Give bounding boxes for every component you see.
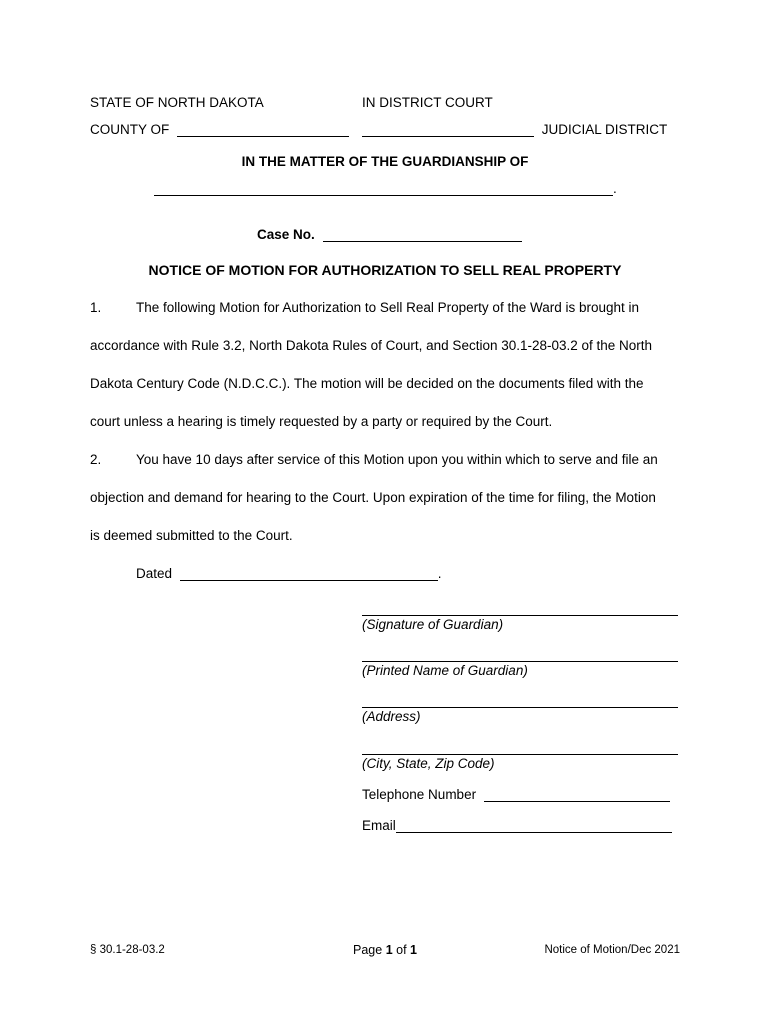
county-label: COUNTY OF <box>90 122 170 137</box>
printed-name-caption: (Printed Name of Guardian) <box>362 663 528 678</box>
county-row <box>90 122 349 137</box>
dated-field[interactable] <box>180 566 438 581</box>
address-line[interactable] <box>362 707 678 708</box>
district-field[interactable] <box>362 122 534 137</box>
paragraph-2-line: objection and demand for hearing to the Court. Upon expiration of the time for filing, the Motion <box>90 490 656 505</box>
state-label: STATE OF NORTH DAKOTA <box>90 95 264 110</box>
paragraph-1-line: The following Motion for Authorization to Sell Real Property of the Ward is brought in <box>136 300 640 315</box>
telephone-row <box>362 787 670 802</box>
footer-statute: § 30.1-28-03.2 <box>90 944 165 956</box>
footer-page-number <box>353 943 417 957</box>
district-row <box>362 122 667 137</box>
case-row <box>257 227 522 242</box>
paragraph-1-number: 1. <box>90 300 102 315</box>
city-state-zip-line[interactable] <box>362 754 678 755</box>
dated-label: Dated <box>136 566 173 581</box>
address-caption: (Address) <box>362 709 421 724</box>
city-state-zip-caption: (City, State, Zip Code) <box>362 756 495 771</box>
case-number-field[interactable] <box>323 227 522 242</box>
page-of: of <box>396 943 407 957</box>
paragraph-2-line: You have 10 days after service of this Motion upon you within which to serve and file an <box>136 452 658 467</box>
page-current: 1 <box>385 943 393 957</box>
dated-period: . <box>437 566 442 581</box>
paragraph-1-line: court unless a hearing is timely requested by a party or required by the Court. <box>90 414 553 429</box>
footer-form-id: Notice of Motion/Dec 2021 <box>544 944 680 956</box>
dated-row <box>136 566 442 581</box>
paragraph-1-line: accordance with Rule 3.2, North Dakota Rules of Court, and Section 30.1-28-03.2 of the North <box>90 338 653 353</box>
page-prefix: Page <box>353 943 383 957</box>
county-field[interactable] <box>177 122 349 137</box>
signature-line[interactable] <box>362 615 678 616</box>
court-label: IN DISTRICT COURT <box>362 95 493 110</box>
telephone-label: Telephone Number <box>362 787 477 802</box>
paragraph-2-line: is deemed submitted to the Court. <box>90 528 293 543</box>
ward-name-period: . <box>613 181 617 196</box>
email-field[interactable] <box>396 818 672 833</box>
signature-caption: (Signature of Guardian) <box>362 617 504 632</box>
telephone-field[interactable] <box>484 787 670 802</box>
district-label: JUDICIAL DISTRICT <box>541 122 668 137</box>
page-total: 1 <box>410 943 417 957</box>
ward-name-field[interactable] <box>154 181 613 196</box>
printed-name-line[interactable] <box>362 661 678 662</box>
email-row <box>362 818 672 833</box>
matter-title: IN THE MATTER OF THE GUARDIANSHIP OF <box>241 154 529 169</box>
case-label: Case No. <box>257 227 315 242</box>
paragraph-1-line: Dakota Century Code (N.D.C.C.). The motion will be decided on the documents filed with the <box>90 376 644 391</box>
paragraph-2-number: 2. <box>90 452 102 467</box>
ward-name-row <box>154 181 617 196</box>
notice-title: NOTICE OF MOTION FOR AUTHORIZATION TO SELL REAL PROPERTY <box>148 262 622 278</box>
email-label: Email <box>362 818 396 833</box>
